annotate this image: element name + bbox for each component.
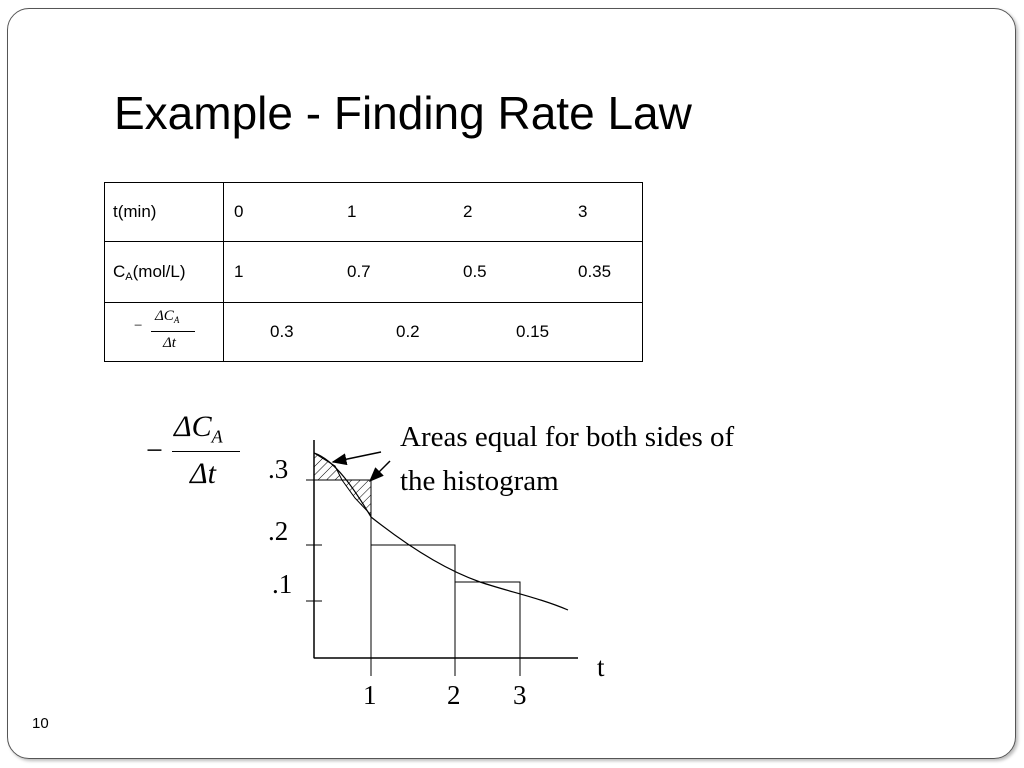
rate-den-text: Δt [163, 335, 176, 351]
x-tick-label-3: 3 [513, 680, 527, 710]
rate-value-1: 0.2 [396, 322, 420, 341]
arrow-to-right-area [370, 461, 390, 481]
x-tick-label-2: 2 [447, 680, 461, 710]
rate-value-2: 0.15 [516, 322, 550, 341]
rate-value-0: 0.3 [270, 322, 294, 341]
time-value-0: 0 [234, 202, 244, 221]
y-axis-num-sub: A [211, 426, 223, 447]
hatched-area-left [314, 453, 342, 480]
time-value-1: 1 [347, 202, 357, 221]
y-axis-num-text: ΔC [174, 410, 212, 443]
histogram-bar-1 [314, 480, 371, 658]
conc-value-1: 0.7 [347, 262, 371, 281]
histogram-bar-3 [455, 582, 520, 658]
x-tick-label-1: 1 [363, 680, 377, 710]
slide-title: Example - Finding Rate Law [114, 87, 692, 139]
histogram-bar-2 [371, 545, 455, 658]
row-label-time: t(min) [105, 183, 224, 242]
y-tick-label-3: .3 [268, 454, 289, 484]
annotation-line-1: Areas equal for both sides of [400, 421, 735, 453]
arrow-to-left-area [333, 452, 381, 462]
conc-label-unit: (mol/L) [132, 261, 186, 281]
rate-num-text: ΔC [155, 308, 174, 324]
x-axis-label: t [597, 652, 605, 682]
time-value-3: 3 [578, 202, 588, 221]
y-axis-den-text: Δt [190, 457, 216, 490]
conc-value-0: 1 [234, 262, 244, 281]
rate-num-sub: A [173, 315, 180, 326]
page-number: 10 [32, 715, 49, 732]
annotation-line-2: the histogram [400, 465, 559, 497]
y-axis-minus: − [146, 434, 163, 467]
rate-minus: − [134, 318, 143, 334]
conc-label-main: C [113, 261, 126, 281]
time-value-2: 2 [463, 202, 473, 221]
rate-curve [314, 453, 568, 610]
conc-value-3: 0.35 [578, 262, 612, 281]
y-tick-label-2: .2 [268, 516, 289, 546]
conc-value-2: 0.5 [463, 262, 487, 281]
y-tick-label-1: .1 [272, 569, 293, 599]
conc-label-sub: A [125, 270, 133, 283]
